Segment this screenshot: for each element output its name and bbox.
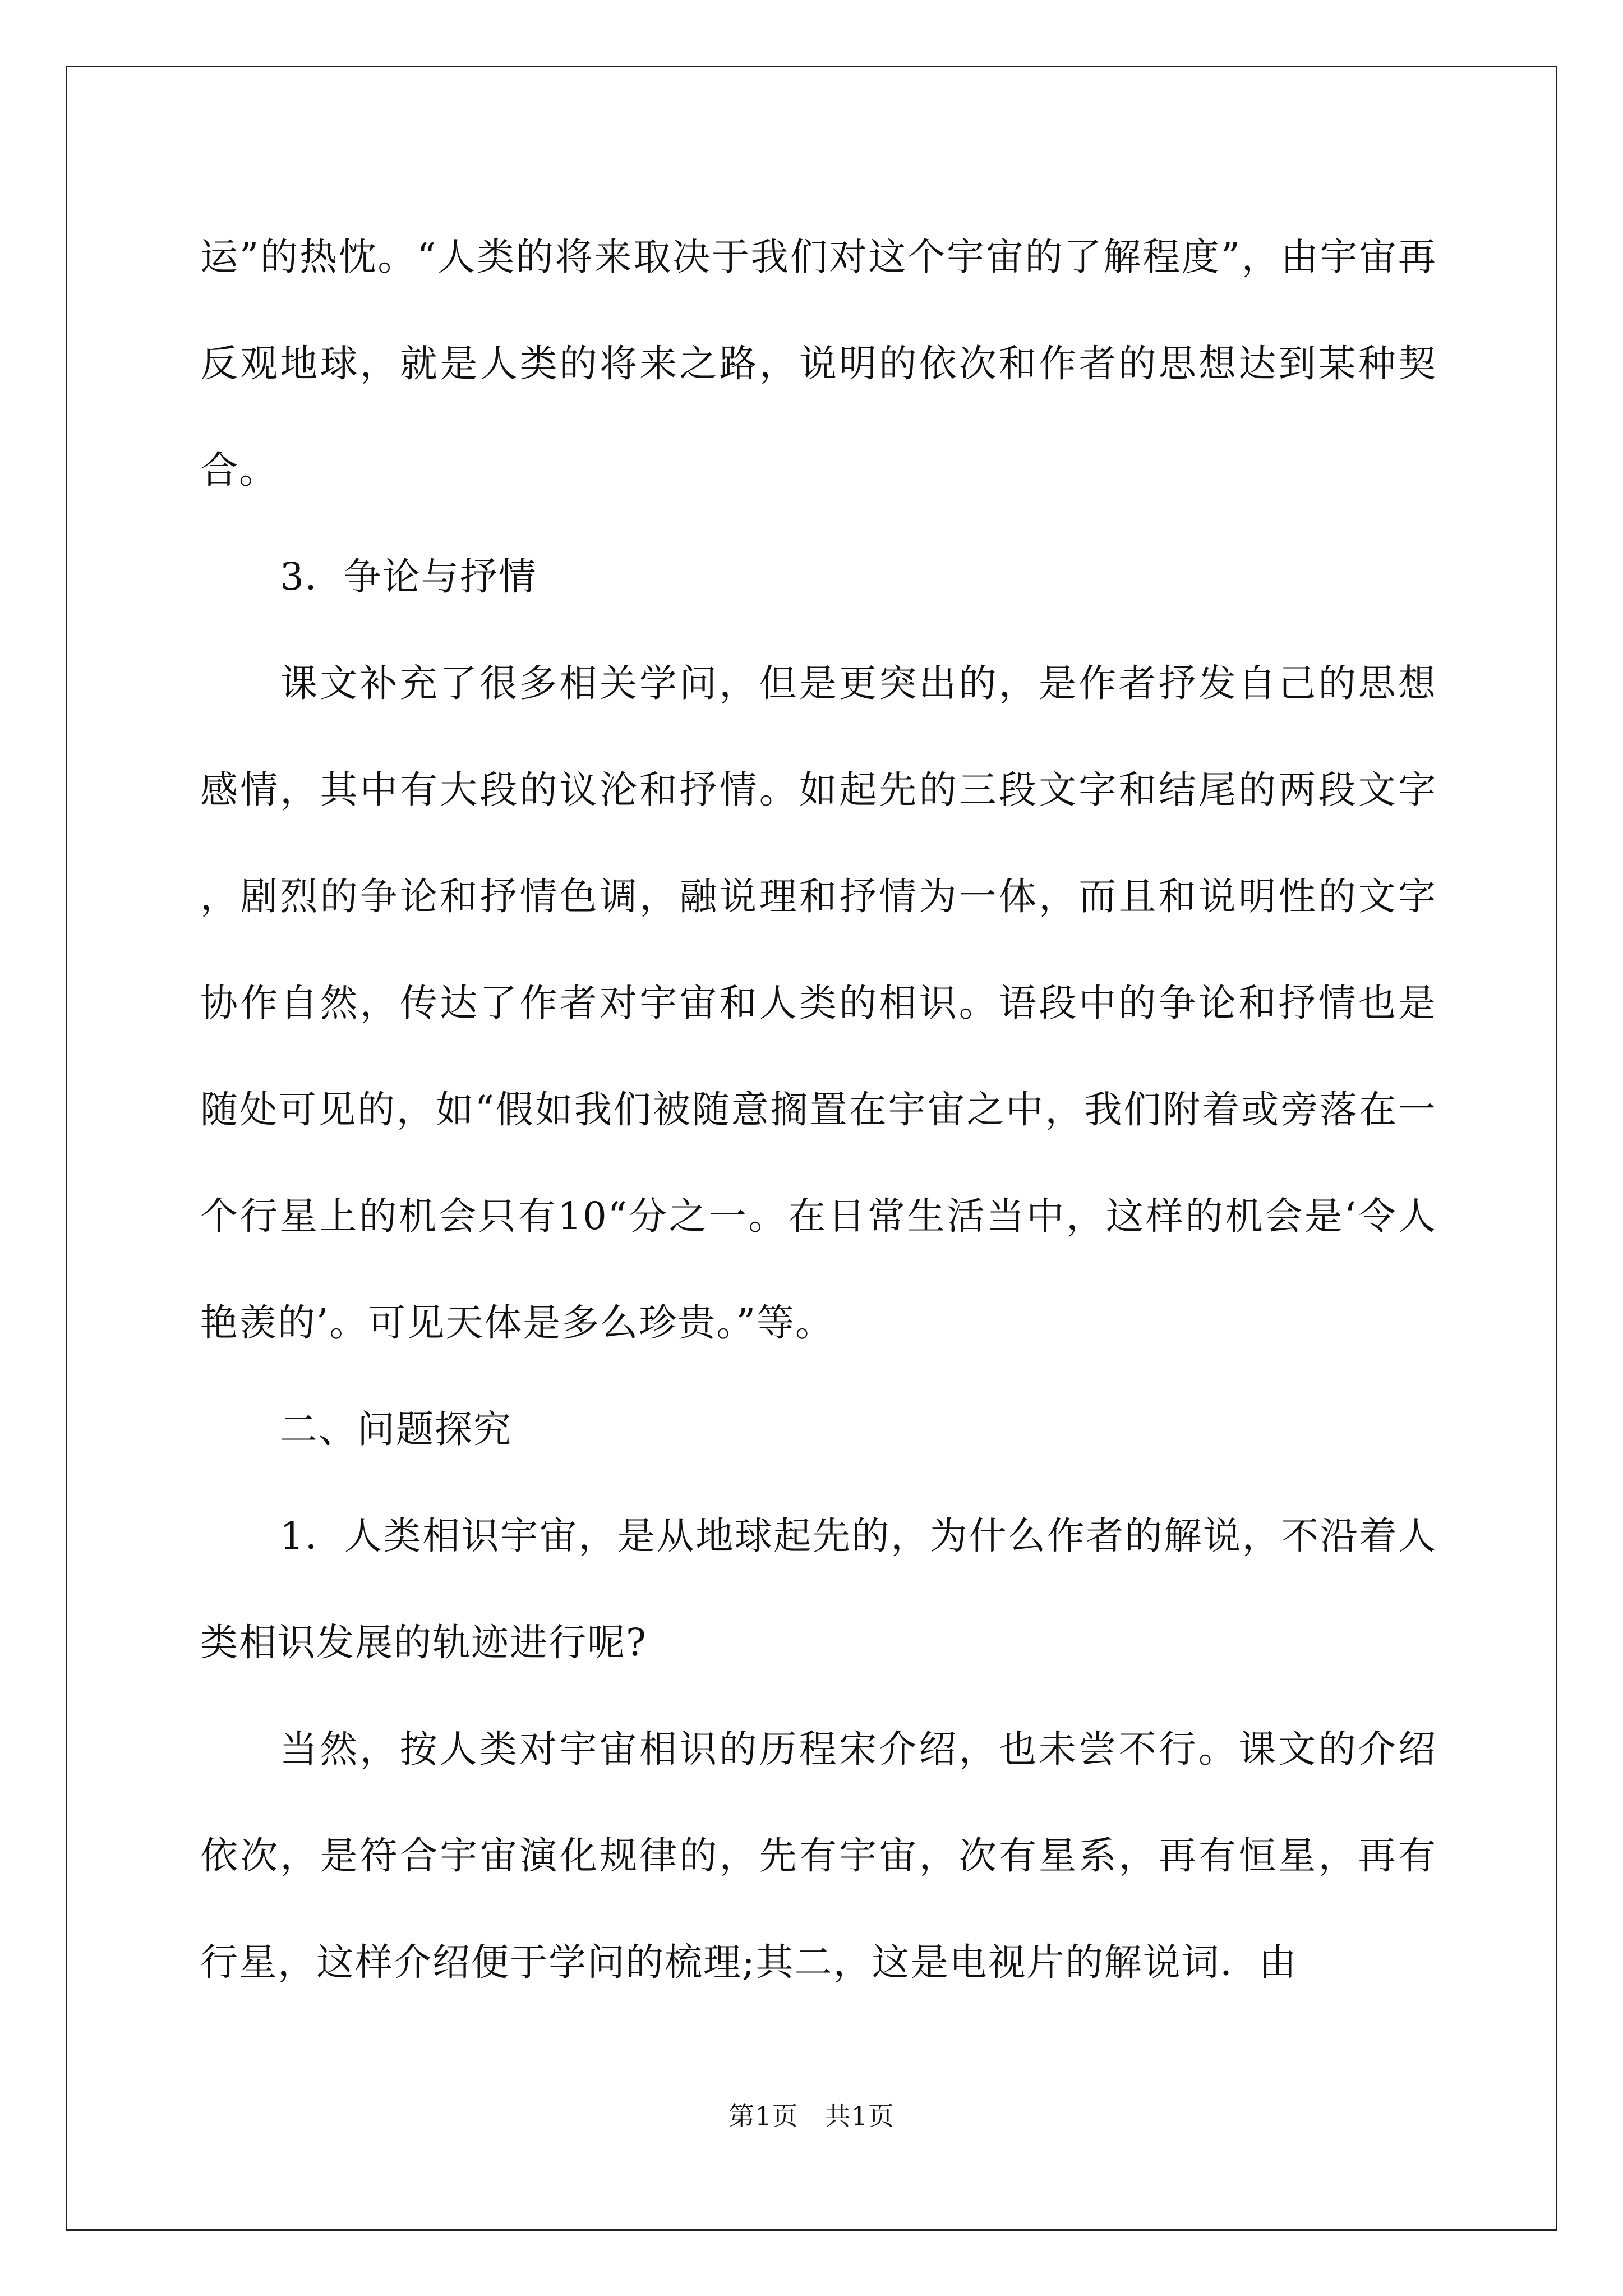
heading-problem-inquiry: 二、问题探究	[280, 1407, 512, 1451]
document-body	[200, 204, 1437, 2016]
question-1: 1．人类相识宇宙，是从地球起先的，为什么作者的解说，不沿着人类相识发展的轨迹进行呢?	[200, 1514, 1437, 1664]
paragraph-1: 运”的热忱。“人类的将来取决于我们对这个宇宙的了解程度”，由宇宙再反观地球，就是人类的将来之路，说明的依次和作者的思想达到某种契合。	[200, 235, 1437, 492]
paragraph-3: 课文补充了很多相关学问，但是更突出的，是作者抒发自己的思想感情，其中有大段的议沦和抒情。如起先的三段文字和结尾的两段文字，剧烈的争论和抒情色调，融说理和抒情为一体，而且和说明性的文字协作自然，传达了作者对宇宙和人类的相识。语段中的争论和抒情也是随处可见的，如“假如我们被随意搁置在宇宙之中，我们附着或旁落在一个行星上的机会只有10“分之一。在日常生活当中，这样的机会是‘令人艳羡的’。可见天体是多么珍贵。”等。	[200, 661, 1437, 1345]
answer-1: 当然，按人类对宇宙相识的历程宋介绍，也未尝不行。课文的介绍依次，是符合宇宙演化规律的，先有宇宙，次有星系，再有恒星，再有行星，这样介绍便于学问的梳理;其二，这是电视片的解说词．由	[200, 1727, 1437, 1984]
page-footer: 第1页 共1页	[728, 2101, 895, 2131]
heading-debate-and-lyric: 3．争论与抒情	[280, 555, 537, 599]
